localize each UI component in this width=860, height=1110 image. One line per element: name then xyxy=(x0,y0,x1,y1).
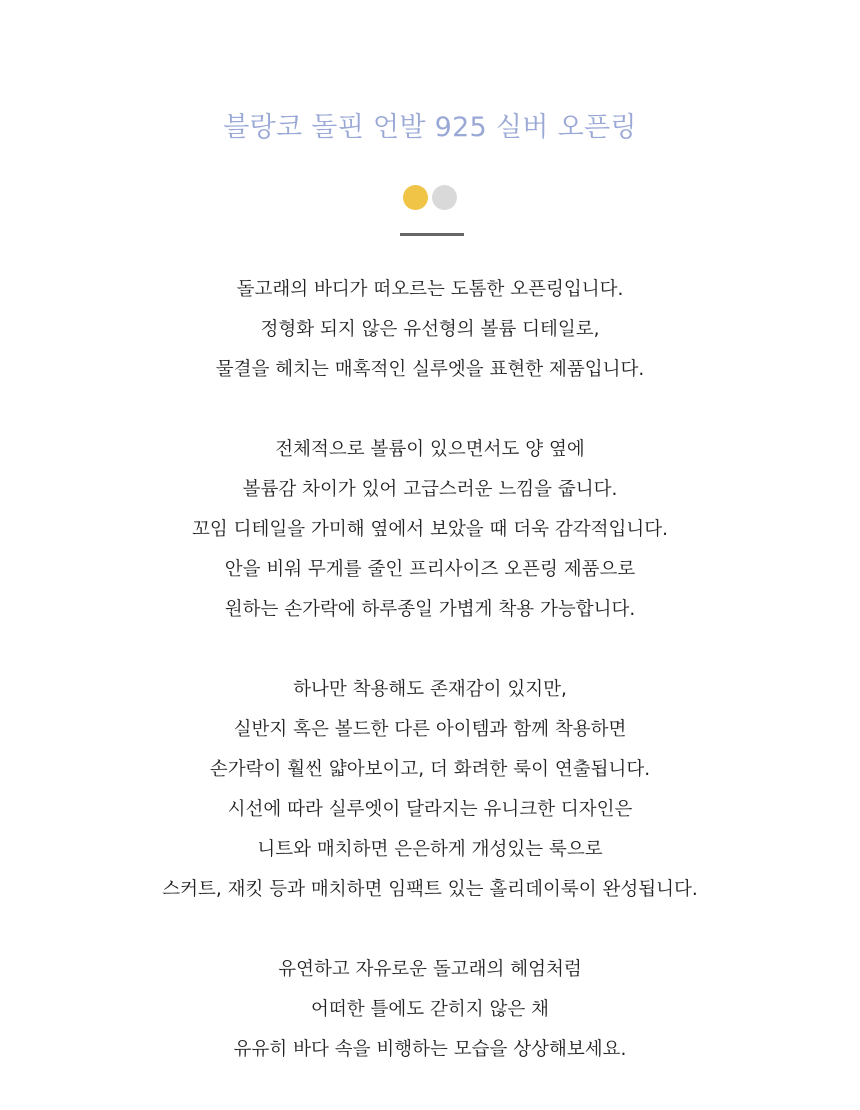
color-swatch-gray[interactable] xyxy=(432,185,457,210)
description-line: 실반지 혹은 볼드한 다른 아이템과 함께 착용하면 xyxy=(233,719,627,740)
description-line: 볼륨감 차이가 있어 고급스러운 느낌을 줍니다. xyxy=(242,479,618,500)
description-paragraph-3 xyxy=(0,670,860,910)
description-paragraph-2 xyxy=(0,430,860,630)
description-line: 전체적으로 볼륨이 있으면서도 양 옆에 xyxy=(275,439,585,460)
color-swatches xyxy=(0,185,860,210)
description-line: 유연하고 자유로운 돌고래의 헤엄처럼 xyxy=(278,959,582,980)
description-line: 하나만 착용해도 존재감이 있지만, xyxy=(293,679,567,700)
product-title: 블랑코 돌핀 언발 925 실버 오픈링 xyxy=(223,112,637,143)
description-line: 유유히 바다 속을 비행하는 모습을 상상해보세요. xyxy=(233,1039,627,1060)
description-line: 원하는 손가락에 하루종일 가볍게 착용 가능합니다. xyxy=(224,599,636,620)
description-line: 꼬임 디테일을 가미해 옆에서 보았을 때 더욱 감각적입니다. xyxy=(192,519,668,540)
description-line: 시선에 따라 실루엣이 달라지는 유니크한 디자인은 xyxy=(227,799,633,820)
description-paragraph-4 xyxy=(0,950,860,1070)
description-line: 니트와 매치하면 은은하게 개성있는 룩으로 xyxy=(257,839,603,860)
description-line: 어떠한 틀에도 갇히지 않은 채 xyxy=(311,999,549,1020)
description-paragraph-1 xyxy=(0,270,860,390)
description-line: 정형화 되지 않은 유선형의 볼륨 디테일로, xyxy=(260,319,600,340)
description-line: 스커트, 재킷 등과 매치하면 임팩트 있는 홀리데이룩이 완성됩니다. xyxy=(162,879,698,900)
description-line: 돌고래의 바디가 떠오르는 도톰한 오픈링입니다. xyxy=(236,279,624,300)
color-swatch-yellow[interactable] xyxy=(403,185,428,210)
description-line: 안을 비워 무게를 줄인 프리사이즈 오픈링 제품으로 xyxy=(224,559,636,580)
title-divider xyxy=(400,233,464,236)
description-line: 손가락이 훨씬 얇아보이고, 더 화려한 룩이 연출됩니다. xyxy=(209,759,651,780)
product-description xyxy=(0,270,860,1110)
description-line: 물결을 헤치는 매혹적인 실루엣을 표현한 제품입니다. xyxy=(215,359,645,380)
